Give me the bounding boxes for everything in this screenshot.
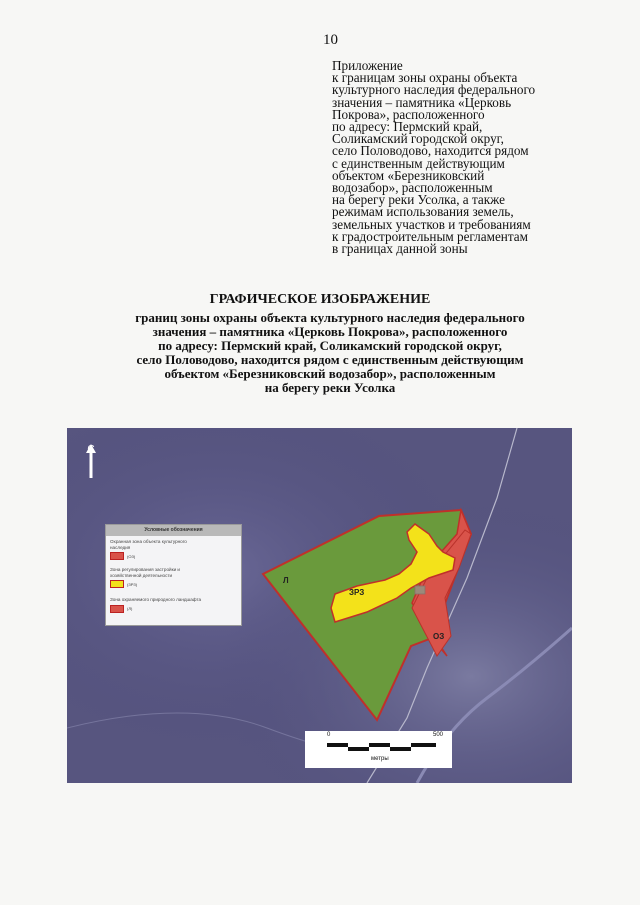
church-object-marker (415, 586, 425, 594)
scale-bar-graphic (305, 731, 452, 768)
legend-item-regulation (110, 567, 238, 588)
legend-label: Зона охраняемого природного ландшафта (110, 597, 202, 602)
legend-item-protection (110, 539, 238, 560)
legend-title: Условные обозначения (106, 525, 241, 536)
legend-item-landscape (110, 597, 238, 613)
document-subtitle: границ зоны охраны объекта культурного наследия федерального значения – памятника «Церковь Покрова», расположенного по адресу: Пермский край, Соликамский городской округ, село Половодово, находится рядом с единственным действующим объектом «Березниковский водозабор», расположенным на берегу реки Усолка (135, 310, 525, 395)
zone-label-landscape: Л (283, 576, 289, 585)
legend-label: Зона регулирования застройки и хозяйственной деятельности (110, 567, 181, 578)
legend-code: (ЗРЗ) (127, 581, 138, 587)
scale-max-label: 500 (433, 732, 444, 738)
scale-unit-label: метры (371, 756, 389, 762)
legend-swatch-regulation (110, 580, 124, 588)
legend-swatch-protection (110, 552, 124, 560)
north-arrow (85, 444, 97, 455)
page-number: 10 (323, 32, 338, 48)
map-legend (105, 524, 242, 626)
scale-zero-label: 0 (327, 732, 331, 738)
north-arrow-icon (85, 444, 97, 478)
legend-swatch-landscape (110, 605, 124, 613)
legend-code: (Л) (127, 606, 133, 611)
legend-label: Охранная зона объекта культурного наследия (110, 539, 187, 550)
zone-map (67, 428, 572, 783)
legend-code: (ОЗ) (127, 553, 136, 559)
appendix-note: Приложение к границам зоны охраны объекта культурного наследия федерального значения – памятника «Церковь Покрова», расположенного по адресу: Пермский край, Соликамский городской округ, село Половодово, находится рядом с единственным действующим объектом «Березниковский водозабор», расположенным на берегу реки Усолка, а также режимам использования земель, земельных участков и требованиям к градостроительным регламентам в границах данной зоны (332, 58, 536, 257)
document-title: ГРАФИЧЕСКОЕ ИЗОБРАЖЕНИЕ (209, 292, 431, 307)
zone-label-regulation: ЗРЗ (349, 588, 365, 597)
scale-bar (305, 731, 452, 768)
zone-label-protection: ОЗ (433, 632, 445, 641)
